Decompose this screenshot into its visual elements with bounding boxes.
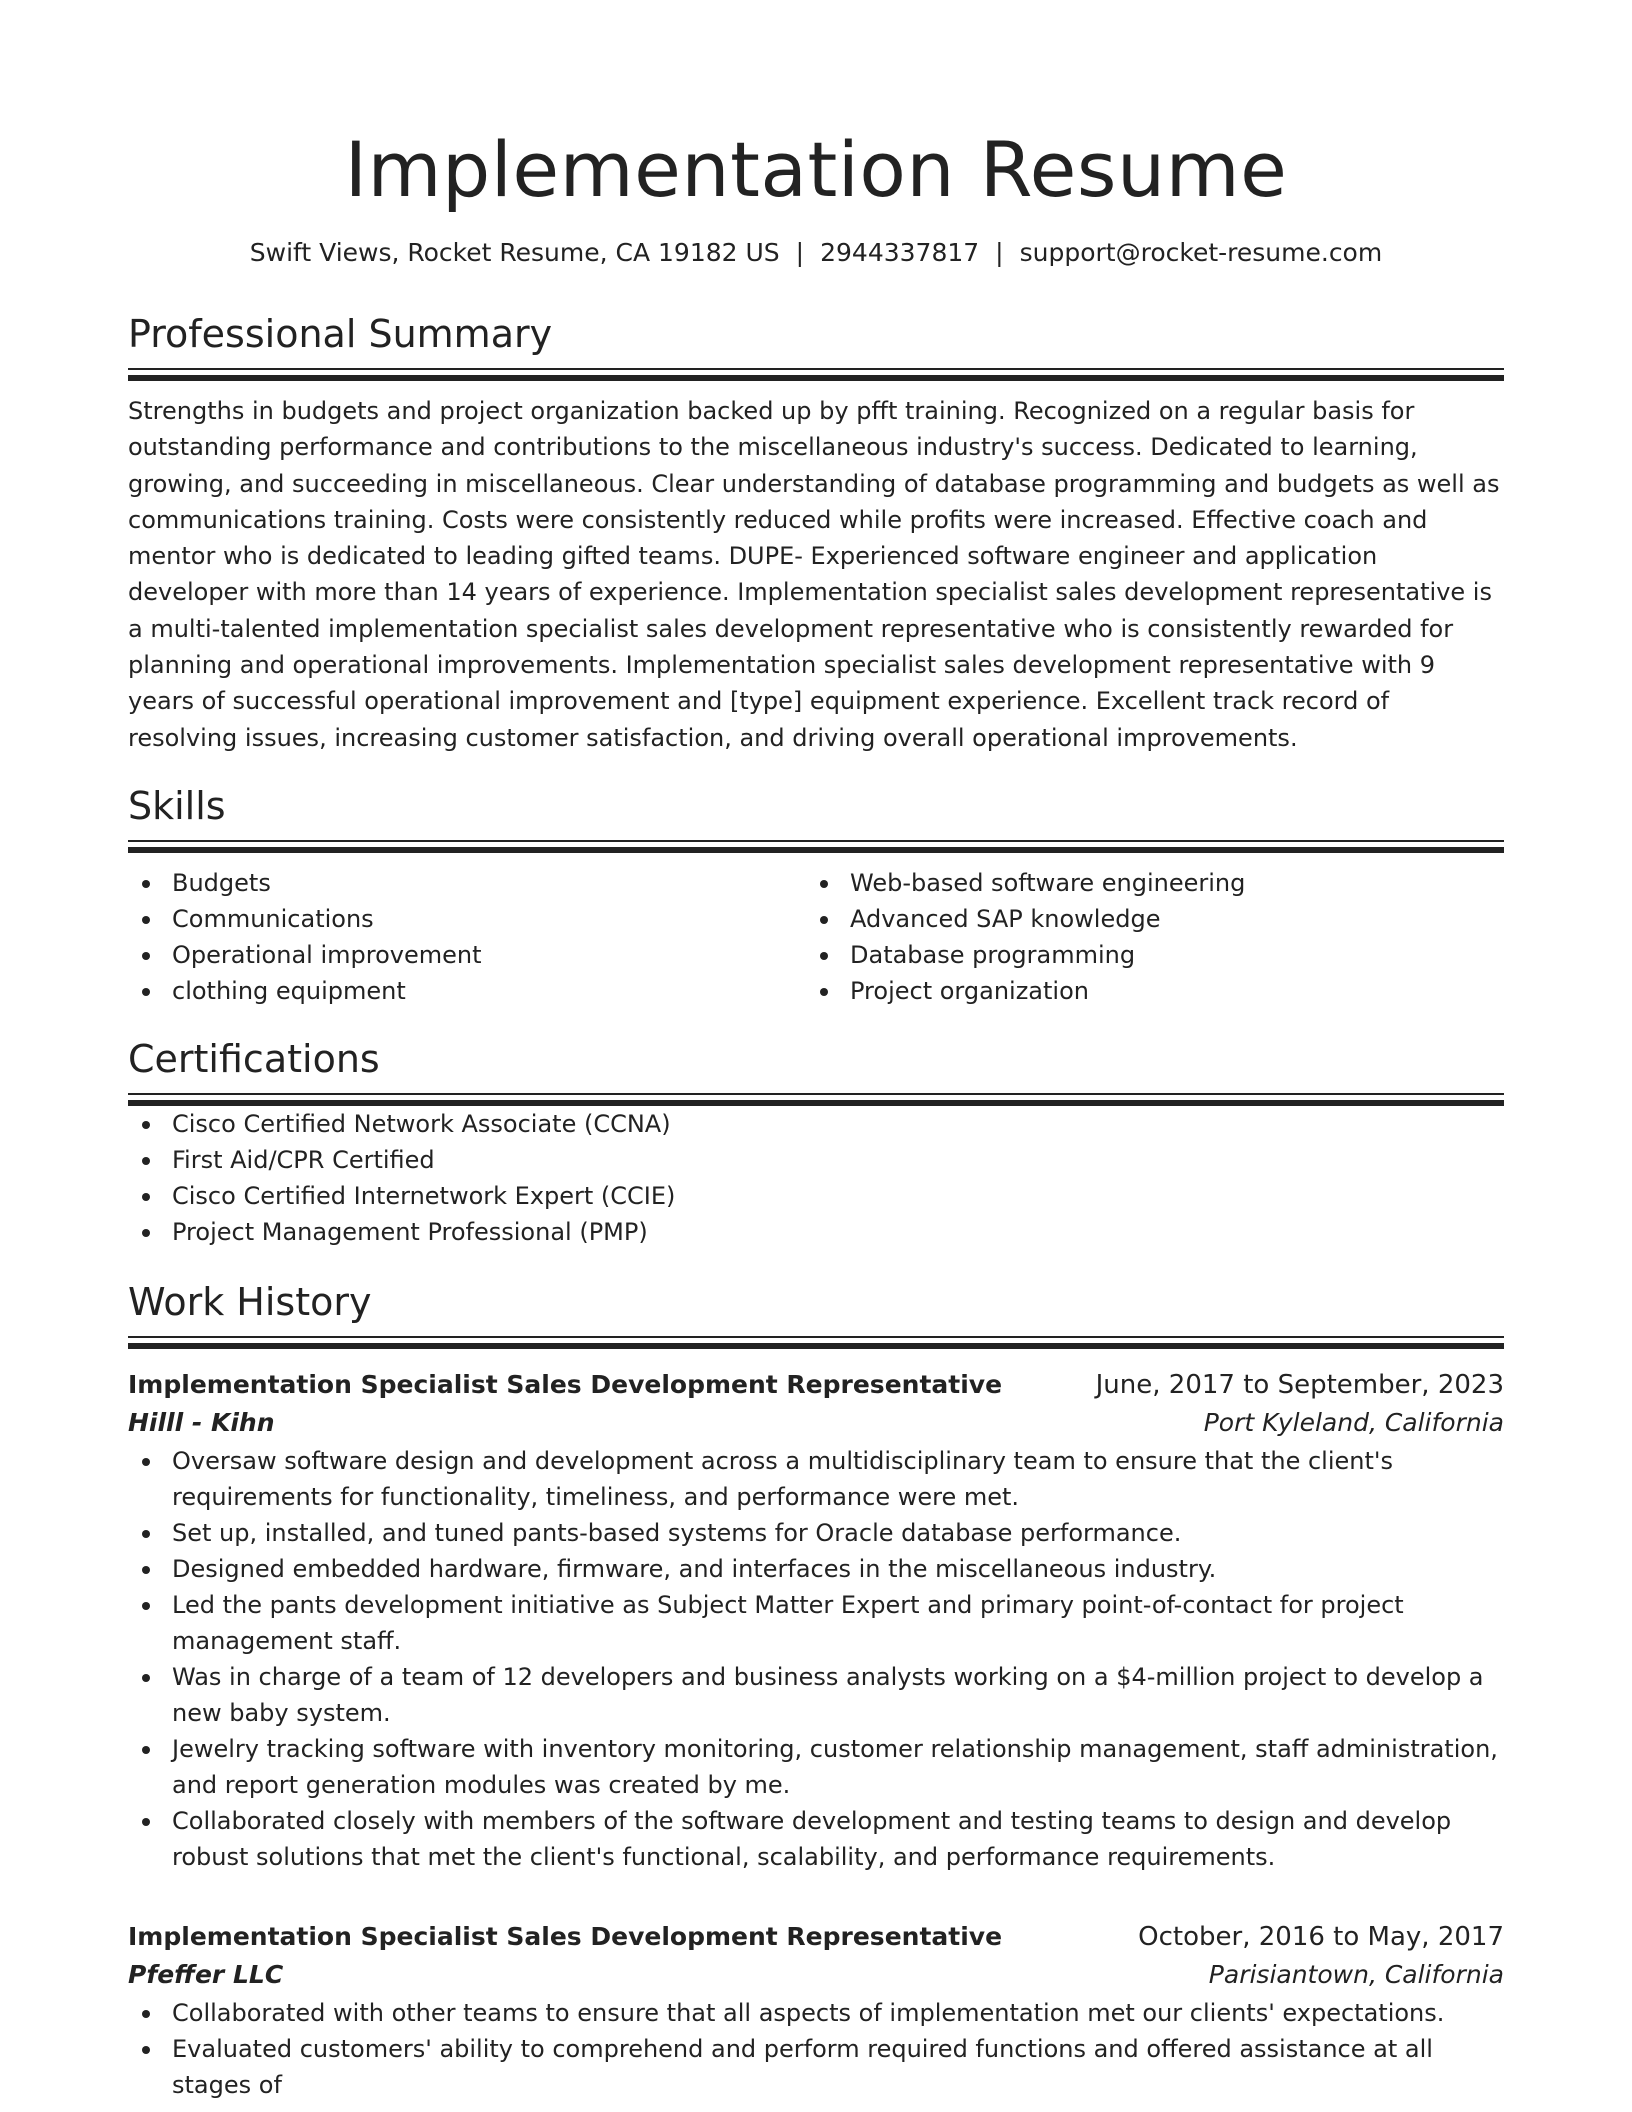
certification-list — [128, 1106, 1504, 1250]
certification-item: First Aid/CPR Certified — [128, 1142, 1504, 1178]
job-dates: June, 2017 to September, 2023 — [1095, 1369, 1504, 1400]
section-title-skills: Skills — [128, 783, 226, 828]
job-location: Port Kyleland, California — [1203, 1407, 1504, 1437]
section-title-summary: Professional Summary — [128, 312, 553, 356]
contact-separator: | — [795, 238, 805, 267]
section-title-work-history: Work History — [128, 1279, 372, 1324]
job-bullet: Oversaw software design and development across a multidisciplinary team to ensure that the client's requirements for functionality, timeliness, and performance were met. — [128, 1443, 1504, 1515]
skills-column-right — [806, 865, 1484, 1009]
certifications-section — [128, 1035, 1504, 1250]
certification-item: Cisco Certified Internetwork Expert (CCIE) — [128, 1178, 1504, 1214]
job-title: Implementation Specialist Sales Development Representative — [128, 1921, 1003, 1951]
job-subheader-row — [128, 1403, 1504, 1443]
job-subheader-row — [128, 1955, 1504, 1995]
job-bullet: Jewelry tracking software with inventory monitoring, customer relationship management, staff administration, and report generation modules was created by me. — [128, 1731, 1504, 1803]
job-bullet: Collaborated with other teams to ensure that all aspects of implementation met our clients' expectations. — [128, 1995, 1504, 2031]
summary-text: Strengths in budgets and project organization backed up by pfft training. Recognized on a regular basis for outstanding performance and contributions to the miscellaneous industry's success. Dedicated to learning, growing, and succeeding in miscellaneous. Clear understanding of database programming and budgets as well as communications training. Costs were consistently reduced while profits were increased. Effective coach and mentor who is dedicated to leading gifted teams. DUPE- Experienced software engineer and application developer with more than 14 years of experience. Implementation specialist sales development representative is a multi-talented implementation specialist sales development representative who is consistently rewarded for planning and operational improvements. Implementation specialist sales development representative with 9 years of successful operational improvement and [type] equipment experience. Excellent track record of resolving issues, increasing customer satisfaction, and driving overall operational improvements. — [128, 397, 1500, 752]
skill-item: Database programming — [806, 937, 1484, 973]
work-history-section — [128, 1278, 1504, 2103]
job-responsibilities — [128, 1995, 1504, 2103]
section-divider — [128, 1093, 1504, 1106]
section-divider — [128, 368, 1504, 381]
certification-item: Project Management Professional (PMP) — [128, 1214, 1504, 1250]
job-bullet: Evaluated customers' ability to comprehend and perform required functions and offered assistance at all stages of — [128, 2031, 1504, 2103]
contact-line — [128, 236, 1504, 270]
section-title-certifications: Certifications — [128, 1036, 380, 1081]
contact-address: Swift Views, Rocket Resume, CA 19182 US — [249, 238, 780, 267]
job-bullet: Set up, installed, and tuned pants-based systems for Oracle database performance. — [128, 1515, 1504, 1551]
job-bullet: Led the pants development initiative as Subject Matter Expert and primary point-of-contact for project management staff. — [128, 1587, 1504, 1659]
certification-item: Cisco Certified Network Associate (CCNA) — [128, 1106, 1504, 1142]
job-header-row — [128, 1367, 1504, 1403]
section-divider — [128, 1336, 1504, 1349]
job-header-row — [128, 1919, 1504, 1955]
skill-item: Operational improvement — [128, 937, 806, 973]
job-company: Pfeffer LLC — [128, 1959, 284, 1989]
skills-section — [128, 782, 1504, 1009]
skill-item: Web-based software engineering — [806, 865, 1484, 901]
job-bullet: Designed embedded hardware, firmware, and interfaces in the miscellaneous industry. — [128, 1551, 1504, 1587]
job-title: Implementation Specialist Sales Development Representative — [128, 1369, 1003, 1399]
skills-column-left — [128, 865, 806, 1009]
contact-email[interactable]: support@rocket-resume.com — [1019, 238, 1383, 267]
resume-page — [128, 0, 1504, 2103]
job-company: Hilll - Kihn — [128, 1407, 275, 1437]
job-bullet: Was in charge of a team of 12 developers and business analysts working on a $4-million project to develop a new baby system. — [128, 1659, 1504, 1731]
contact-separator: | — [995, 238, 1004, 267]
professional-summary-section — [128, 310, 1504, 756]
job-location: Parisiantown, California — [1208, 1959, 1504, 1989]
skill-item: clothing equipment — [128, 973, 806, 1009]
section-divider — [128, 840, 1504, 853]
skill-item: Advanced SAP knowledge — [806, 901, 1484, 937]
skills-columns — [128, 865, 1504, 1009]
skill-item: Budgets — [128, 865, 806, 901]
skill-item: Project organization — [806, 973, 1484, 1009]
job-bullet: Collaborated closely with members of the software development and testing teams to design and develop robust solutions that met the client's functional, scalability, and performance requirements. — [128, 1803, 1504, 1875]
job-entry — [128, 1367, 1504, 1875]
resume-title: Implementation Resume — [344, 125, 1288, 214]
job-entry — [128, 1919, 1504, 2103]
contact-phone: 2944337817 — [820, 238, 980, 267]
job-responsibilities — [128, 1443, 1504, 1875]
skill-item: Communications — [128, 901, 806, 937]
job-dates: October, 2016 to May, 2017 — [1138, 1921, 1504, 1952]
